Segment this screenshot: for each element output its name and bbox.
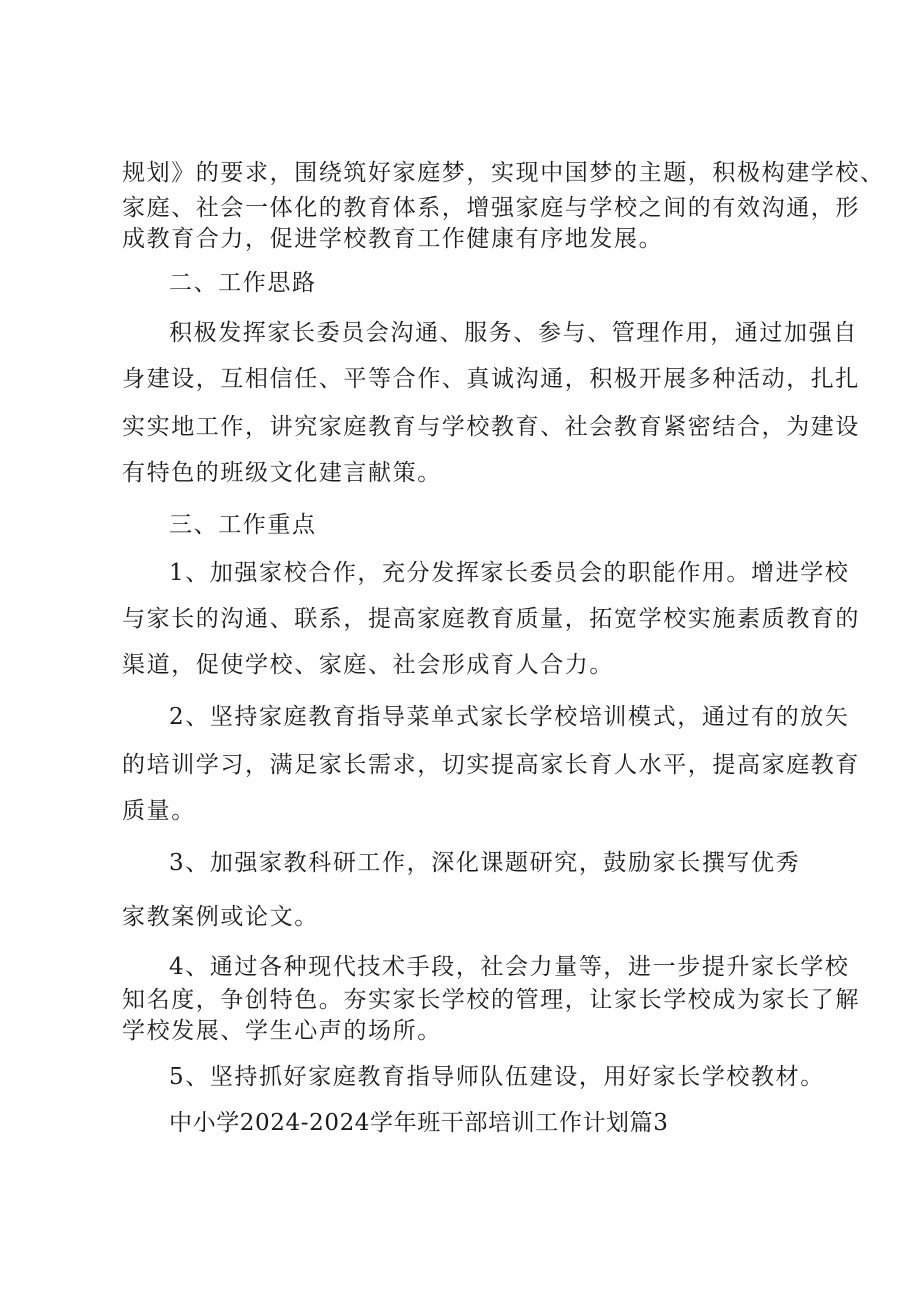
text-line: 的培训学习，满足家长需求，切实提高家长育人水平，提高家庭教育 (122, 752, 860, 778)
text-line: 3、加强家教科研工作，深化课题研究，鼓励家长撰写优秀 (169, 850, 801, 876)
next-section-title: 中小学2024-2024学年班干部培训工作计划篇3 (169, 1110, 669, 1136)
text-line: 实实地工作，讲究家庭教育与学校教育、社会教育紧密结合，为建设 (122, 414, 860, 440)
text-line: 家教案例或论文。 (122, 904, 319, 930)
text-line: 家庭、社会一体化的教育体系，增强家庭与学校之间的有效沟通，形 (122, 195, 860, 221)
section-heading-work-approach: 二、工作思路 (169, 270, 317, 296)
text-line: 渠道，促使学校、家庭、社会形成育人合力。 (122, 652, 614, 678)
section-heading-work-focus: 三、工作重点 (169, 512, 317, 538)
text-line: 知名度，争创特色。夯实家长学校的管理，让家长学校成为家长了解 (122, 987, 860, 1013)
text-line: 5、坚持抓好家庭教育指导师队伍建设，用好家长学校教材。 (169, 1064, 825, 1090)
text-line: 有特色的班级文化建言献策。 (122, 460, 442, 486)
text-line: 身建设，互相信任、平等合作、真诚沟通，积极开展多种活动，扎扎 (122, 366, 860, 392)
text-line: 积极发挥家长委员会沟通、服务、参与、管理作用，通过加强自 (169, 320, 858, 346)
text-line: 2、坚持家庭教育指导菜单式家长学校培训模式，通过有的放矢 (169, 704, 850, 730)
text-line: 与家长的沟通、联系，提高家庭教育质量，拓宽学校实施素质教育的 (122, 606, 860, 632)
text-line: 学校发展、学生心声的场所。 (122, 1018, 442, 1044)
text-line: 成教育合力，促进学校教育工作健康有序地发展。 (122, 226, 664, 252)
text-line: 4、通过各种现代技术手段，社会力量等，进一步提升家长学校 (169, 954, 850, 980)
text-line: 质量。 (122, 798, 196, 824)
text-line: 规划》的要求，围绕筑好家庭梦，实现中国梦的主题，积极构建学校、 (122, 160, 885, 186)
text-line: 1、加强家校合作，充分发挥家长委员会的职能作用。增进学校 (169, 560, 850, 586)
